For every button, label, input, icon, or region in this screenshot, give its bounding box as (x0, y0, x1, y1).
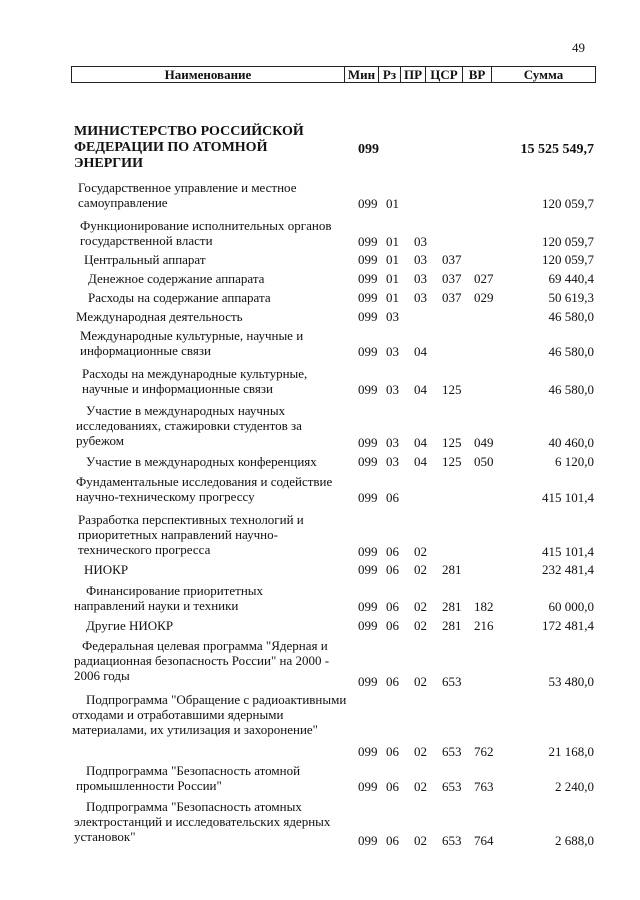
row-rz: 06 (386, 490, 399, 505)
row-min: 099 (358, 234, 378, 249)
table-header (71, 66, 596, 83)
row-rz: 06 (386, 562, 399, 577)
row-csr: 037 (442, 252, 462, 267)
row-pr: 02 (414, 744, 427, 759)
row-sum: 46 580,0 (548, 382, 594, 397)
row-min: 099 (358, 309, 378, 324)
row-name: Расходы на содержание аппарата (88, 290, 271, 305)
row-min: 099 (358, 833, 378, 848)
row-csr: 653 (442, 779, 462, 794)
row-pr: 02 (414, 674, 427, 689)
row-rz: 06 (386, 618, 399, 633)
row-rz: 01 (386, 234, 399, 249)
row-name: Международные культурные, научные и информационные связи (80, 328, 304, 358)
row-sum: 6 120,0 (555, 454, 594, 469)
row-name: Участие в международных научных исследованиях, стажировки студентов за рубежом (76, 403, 302, 448)
row-sum: 415 101,4 (542, 490, 594, 505)
row-sum: 50 619,3 (548, 290, 594, 305)
row-rz: 06 (386, 674, 399, 689)
row-vr: 049 (474, 435, 494, 450)
row-rz: 01 (386, 252, 399, 267)
row-min: 099 (358, 271, 378, 286)
row-csr: 125 (442, 382, 462, 397)
row-name: Федеральная целевая программа "Ядерная и радиационная безопасность России" на 2000 - 2006 годы (74, 638, 330, 683)
row-pr: 03 (414, 271, 427, 286)
row-vr: 764 (474, 833, 494, 848)
row-sum: 2 688,0 (555, 833, 594, 848)
row-name: Подпрограмма "Безопасность атомной промышленности России" (76, 763, 301, 793)
row-pr: 02 (414, 618, 427, 633)
page-number: 49 (572, 40, 585, 55)
header-pr: ПР (400, 67, 425, 82)
row-csr: 037 (442, 290, 462, 305)
row-vr: 763 (474, 779, 494, 794)
row-rz: 06 (386, 544, 399, 559)
row-pr: 02 (414, 599, 427, 614)
row-pr: 04 (414, 454, 427, 469)
row-rz: 03 (386, 309, 399, 324)
row-sum: 46 580,0 (548, 309, 594, 324)
row-min: 099 (358, 196, 378, 211)
row-csr: 281 (442, 618, 462, 633)
row-min: 099 (358, 490, 378, 505)
row-pr: 03 (414, 252, 427, 267)
row-csr: 281 (442, 599, 462, 614)
row-sum: 232 481,4 (542, 562, 594, 577)
row-rz: 03 (386, 344, 399, 359)
row-vr: 029 (474, 290, 494, 305)
header-min: Мин (344, 67, 378, 82)
row-rz: 03 (386, 382, 399, 397)
row-name: Денежное содержание аппарата (88, 271, 265, 286)
row-rz: 01 (386, 271, 399, 286)
row-vr: 182 (474, 599, 494, 614)
row-name: Государственное управление и местное самоуправление (78, 180, 297, 210)
row-min: 099 (358, 562, 378, 577)
row-vr: 027 (474, 271, 494, 286)
row-sum: 53 480,0 (548, 674, 594, 689)
row-min: 099 (358, 674, 378, 689)
row-min: 099 (358, 435, 378, 450)
row-csr: 653 (442, 833, 462, 848)
row-vr: 762 (474, 744, 494, 759)
row-vr: 216 (474, 618, 494, 633)
row-name: Международная деятельность (76, 309, 243, 324)
row-pr: 02 (414, 833, 427, 848)
row-sum: 21 168,0 (548, 744, 594, 759)
row-csr: 125 (442, 435, 462, 450)
row-name: Подпрограмма "Безопасность атомных электростанций и исследовательских ядерных установок" (74, 799, 331, 844)
row-sum: 15 525 549,7 (520, 142, 594, 157)
row-name: Функционирование исполнительных органов государственной власти (80, 218, 332, 248)
row-min: 099 (358, 290, 378, 305)
row-name: Подпрограмма "Обращение с радиоактивными отходами и отработавшими ядерными материалами, их утилизация и захоронение" (72, 692, 347, 737)
row-min: 099 (358, 744, 378, 759)
row-rz: 06 (386, 779, 399, 794)
row-name: Разработка перспективных технологий и приоритетных направлений научно-технического прогресса (78, 512, 304, 557)
row-pr: 03 (414, 234, 427, 249)
row-name: Фундаментальные исследования и содействие научно-техническому прогрессу (76, 474, 333, 504)
row-min: 099 (358, 382, 378, 397)
row-vr: 050 (474, 454, 494, 469)
row-rz: 06 (386, 833, 399, 848)
row-name: МИНИСТЕРСТВО РОССИЙСКОЙ ФЕДЕРАЦИИ ПО АТОМНОЙ ЭНЕРГИИ (74, 124, 304, 171)
header-rz: Рз (378, 67, 400, 82)
row-pr: 02 (414, 544, 427, 559)
row-min: 099 (358, 544, 378, 559)
row-sum: 60 000,0 (548, 599, 594, 614)
row-pr: 04 (414, 382, 427, 397)
row-sum: 120 059,7 (542, 196, 594, 211)
header-csr: ЦСР (425, 67, 462, 82)
row-sum: 172 481,4 (542, 618, 594, 633)
row-pr: 04 (414, 344, 427, 359)
row-min: 099 (358, 618, 378, 633)
row-min: 099 (358, 344, 378, 359)
row-name: Участие в международных конференциях (86, 454, 317, 469)
row-sum: 120 059,7 (542, 252, 594, 267)
header-name: Наименование (164, 66, 252, 82)
row-csr: 281 (442, 562, 462, 577)
row-rz: 01 (386, 290, 399, 305)
row-rz: 03 (386, 454, 399, 469)
row-sum: 40 460,0 (548, 435, 594, 450)
row-csr: 653 (442, 744, 462, 759)
row-sum: 2 240,0 (555, 779, 594, 794)
row-csr: 037 (442, 271, 462, 286)
row-sum: 46 580,0 (548, 344, 594, 359)
row-rz: 06 (386, 599, 399, 614)
row-name: Расходы на международные культурные, научные и информационные связи (82, 366, 308, 396)
row-min: 099 (358, 599, 378, 614)
row-name: НИОКР (84, 562, 129, 577)
row-pr: 02 (414, 779, 427, 794)
row-sum: 69 440,4 (548, 271, 594, 286)
row-name: Другие НИОКР (86, 618, 174, 633)
row-name: Центральный аппарат (84, 252, 206, 267)
header-sum: Сумма (491, 67, 595, 82)
row-pr: 02 (414, 562, 427, 577)
row-rz: 06 (386, 744, 399, 759)
row-min: 099 (358, 779, 378, 794)
row-rz: 03 (386, 435, 399, 450)
row-pr: 03 (414, 290, 427, 305)
header-vr: ВР (462, 67, 491, 82)
row-name: Финансирование приоритетных направлений науки и техники (74, 583, 264, 613)
row-rz: 01 (386, 196, 399, 211)
row-sum: 120 059,7 (542, 234, 594, 249)
row-pr: 04 (414, 435, 427, 450)
row-csr: 125 (442, 454, 462, 469)
row-min: 099 (358, 454, 378, 469)
row-min: 099 (358, 142, 379, 157)
row-csr: 653 (442, 674, 462, 689)
row-sum: 415 101,4 (542, 544, 594, 559)
row-min: 099 (358, 252, 378, 267)
